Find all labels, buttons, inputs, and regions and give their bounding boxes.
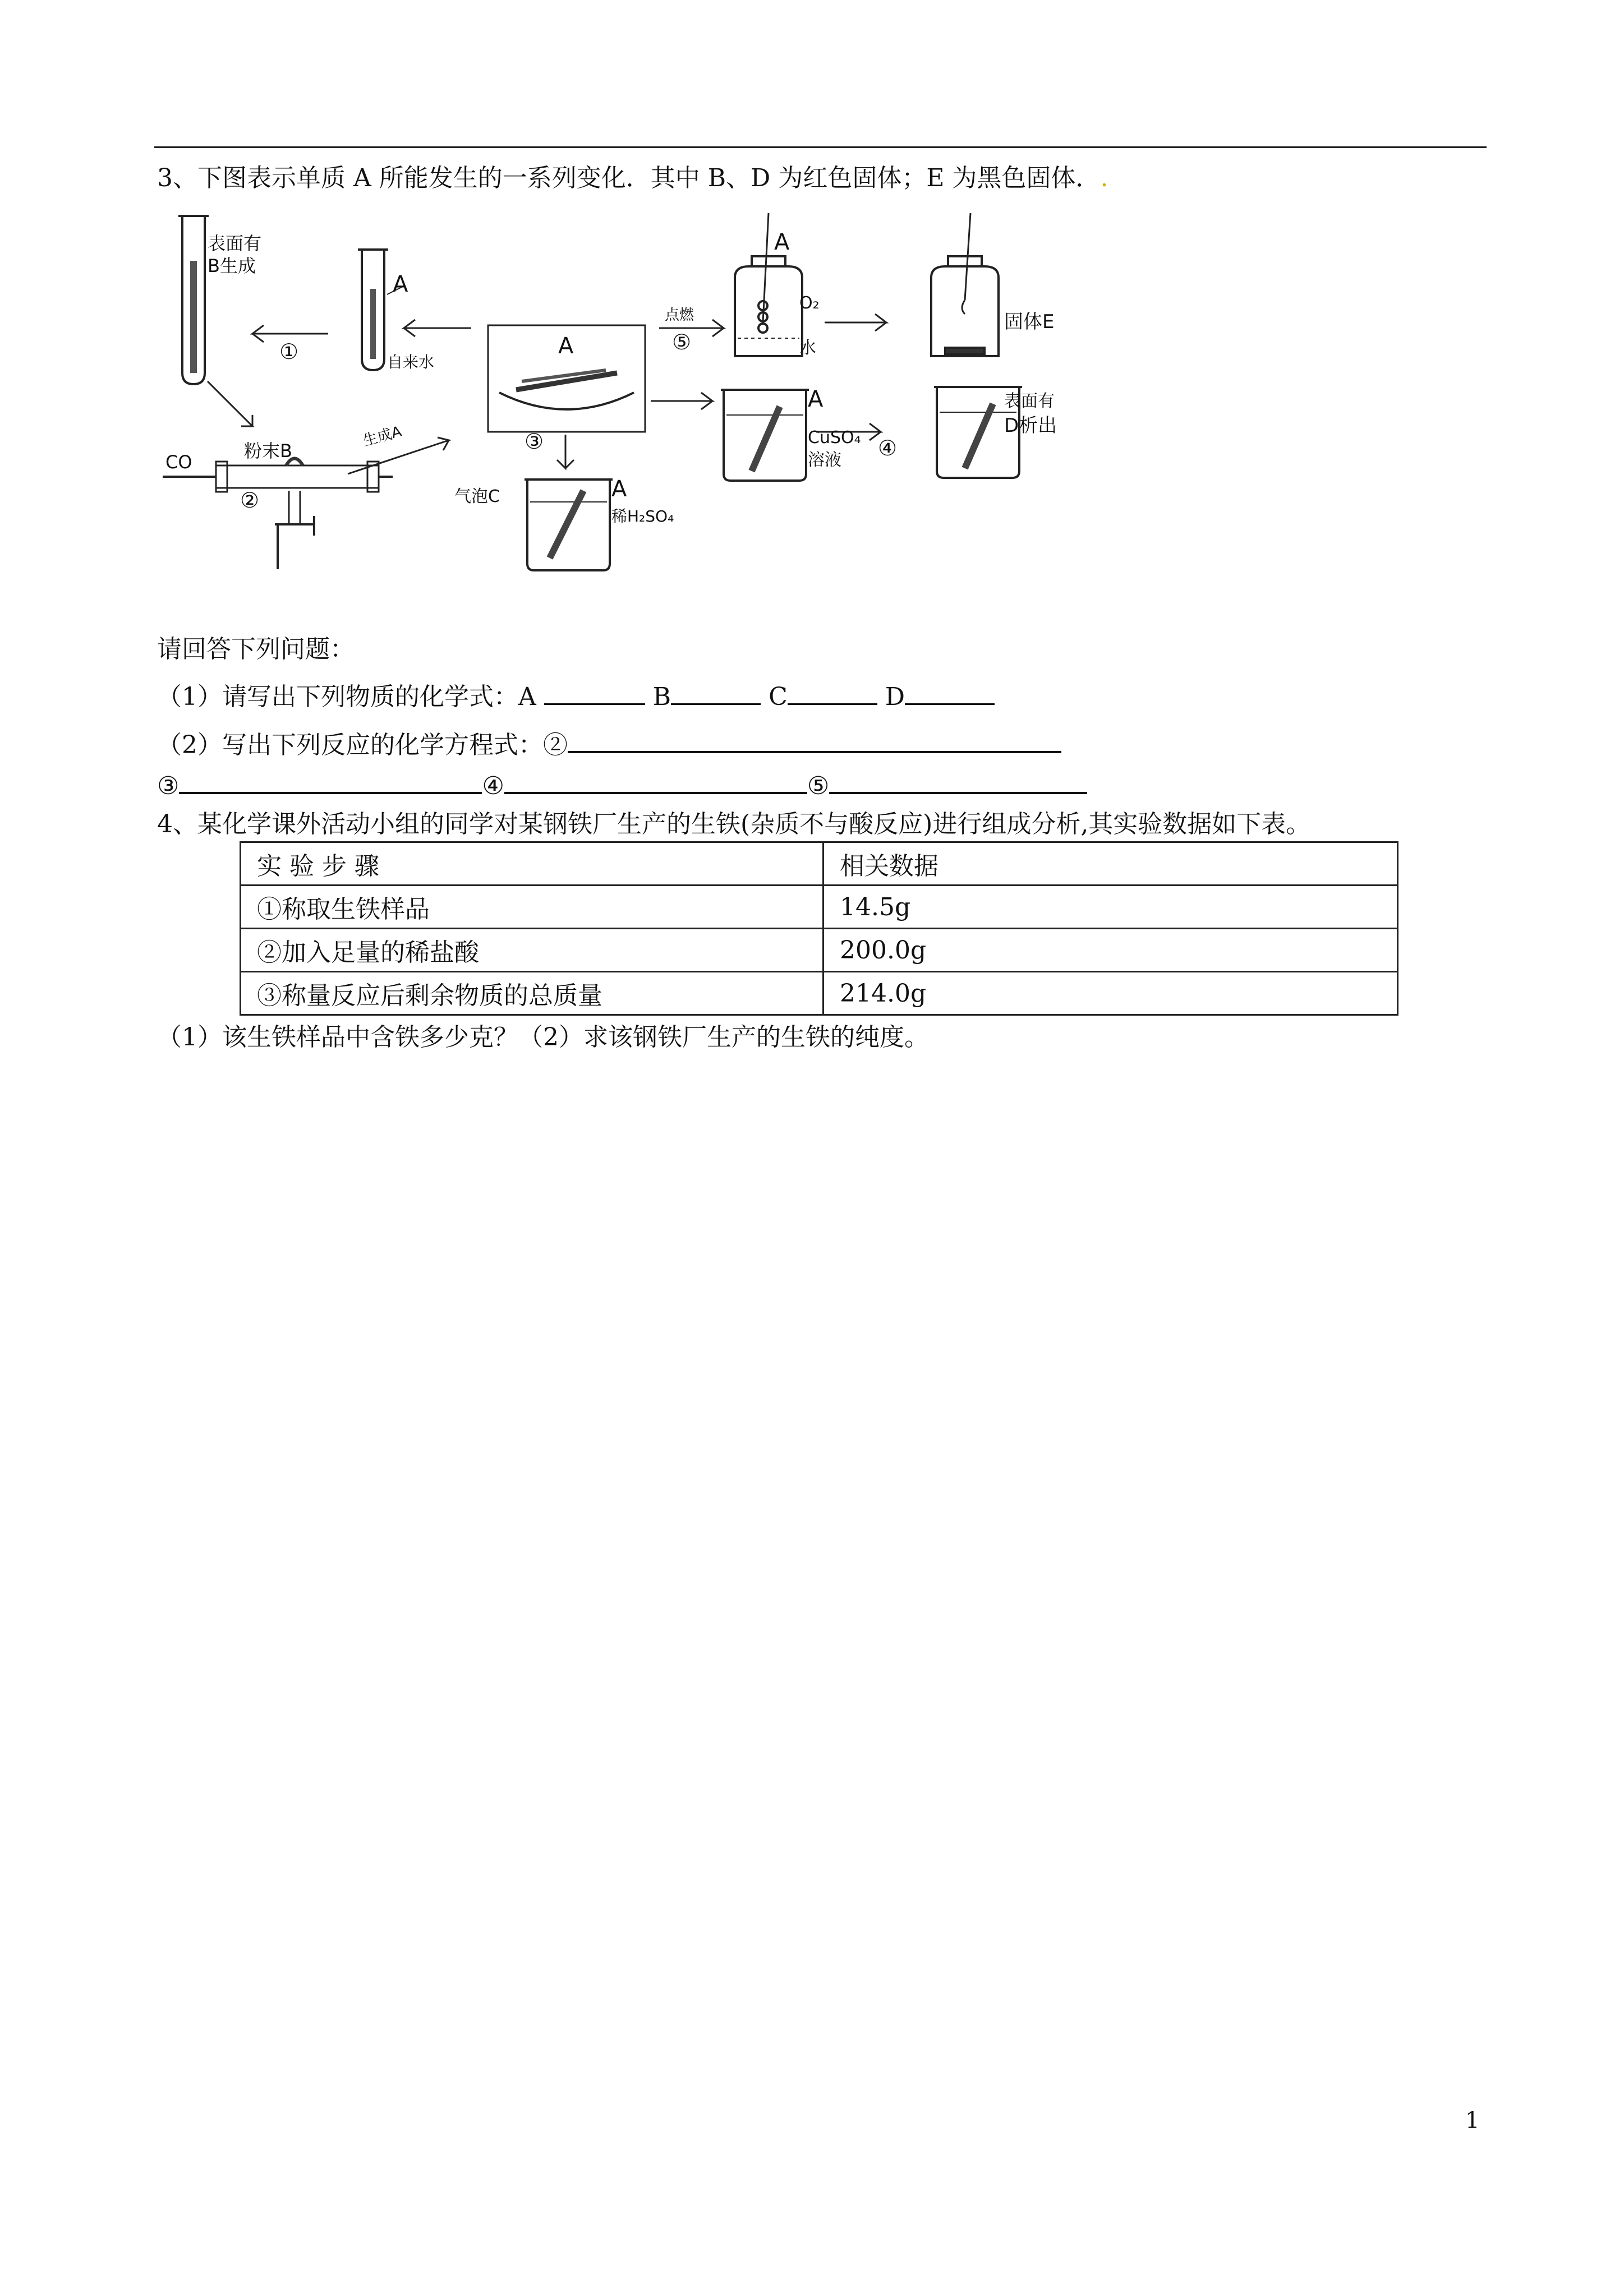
label-a-tube: A	[393, 271, 408, 297]
label-surface-b-1: 表面有	[208, 233, 262, 254]
label-dilute-h2so4: 稀H₂SO₄	[611, 507, 674, 525]
equation-2-blank[interactable]	[568, 726, 1061, 753]
step-5-marker: ⑤	[672, 330, 692, 354]
arrow-to-powder	[208, 381, 252, 426]
oxygen-jar	[735, 213, 802, 356]
q3-prompt: 请回答下列问题：	[157, 635, 355, 663]
eq-3-label: ③	[157, 772, 180, 800]
table-header-row	[241, 842, 1398, 886]
experiment-diagram	[157, 210, 1077, 580]
label-a-center: A	[558, 333, 574, 359]
table-cell-step: ②加入足量的稀盐酸	[241, 929, 823, 972]
arrow-generate-a	[348, 437, 449, 474]
label-co: CO	[165, 451, 192, 473]
q3-intro	[157, 162, 1108, 195]
acid-beaker	[525, 480, 613, 570]
label-surface-d-2: D析出	[1004, 414, 1057, 437]
label-surface-b-2: B生成	[208, 255, 256, 276]
arrow-to-e	[825, 314, 886, 331]
label-a-jar: A	[774, 229, 790, 255]
label-tap-water: 自来水	[387, 353, 435, 371]
test-tube-a	[358, 250, 404, 370]
q3-equation-line-1	[157, 726, 1061, 762]
label-ignite: 点燃	[665, 307, 694, 324]
label-a-beaker: A	[808, 386, 823, 412]
table-cell-step: ①称取生铁样品	[241, 886, 823, 929]
q3-equation-line-2	[157, 767, 1087, 803]
equation-4-blank[interactable]	[504, 767, 807, 794]
step-1-marker: ①	[279, 339, 299, 364]
q1-c-label: C	[769, 683, 788, 711]
label-powder-b: 粉末B	[244, 440, 292, 462]
table-header-data: 相关数据	[823, 842, 1398, 886]
step-4-marker: ④	[878, 436, 898, 460]
q2-prefix: （2）写出下列反应的化学方程式：②	[157, 731, 568, 759]
table-cell-value: 200.0g	[823, 929, 1398, 972]
test-tube-b	[178, 216, 209, 384]
q1-d-label: D	[885, 683, 905, 711]
step-2-marker: ②	[240, 488, 260, 513]
q3-formula-line	[157, 679, 995, 714]
label-solid-e: 固体E	[1004, 311, 1055, 333]
label-a-acid: A	[611, 476, 627, 502]
q3-intro-text: 3、下图表示单质 A 所能发生的一系列变化．其中 B、D 为红色固体；E 为黑色固体．	[157, 164, 1101, 192]
equation-5-blank[interactable]	[829, 767, 1087, 794]
answer-d-blank[interactable]	[905, 679, 995, 705]
label-generate-a: 生成A	[361, 423, 404, 450]
q4-intro: 4、某化学课外活动小组的同学对某钢铁厂生产的生铁(杂质不与酸反应)进行组成分析,其实验数据如下表。	[157, 810, 1311, 838]
label-solution: 溶液	[808, 450, 841, 470]
table-row	[241, 886, 1398, 929]
arrow-3	[557, 435, 574, 468]
table-row	[241, 972, 1398, 1015]
table-cell-value: 14.5g	[823, 886, 1398, 929]
arrow-left-center	[404, 320, 471, 336]
label-water: 水	[799, 338, 816, 358]
equation-3-blank[interactable]	[179, 767, 482, 794]
table-row	[241, 929, 1398, 972]
q1-prefix: （1）请写出下列物质的化学式：A	[157, 683, 536, 711]
q3-intro-dot: .	[1100, 164, 1108, 192]
eq-5-label: ⑤	[807, 772, 830, 800]
top-rule	[154, 146, 1487, 148]
label-bubble-c: 气泡C	[454, 487, 500, 506]
q4-questions: （1）该生铁样品中含铁多少克？（2）求该钢铁厂生产的生铁的纯度。	[157, 1023, 929, 1052]
co-reduction-apparatus	[163, 459, 393, 570]
answer-b-blank[interactable]	[671, 679, 761, 705]
table-cell-step: ③称量反应后剩余物质的总质量	[241, 972, 823, 1015]
label-o2: O₂	[799, 293, 820, 313]
page-number: 1	[1465, 2108, 1480, 2133]
answer-a-blank[interactable]	[544, 679, 645, 705]
label-surface-d-1: 表面有	[1004, 391, 1055, 411]
table-cell-value: 214.0g	[823, 972, 1398, 1015]
eq-4-label: ④	[482, 772, 504, 800]
solid-e-jar	[931, 213, 999, 356]
label-cuso4: CuSO₄	[808, 428, 861, 448]
answer-c-blank[interactable]	[788, 679, 877, 705]
arrow-to-cuso4	[651, 393, 712, 409]
experiment-data-table	[240, 841, 1398, 1016]
cuso4-beaker	[721, 390, 809, 481]
table-header-steps: 实 验 步 骤	[241, 842, 823, 886]
q1-b-label: B	[652, 683, 671, 711]
step-3-marker: ③	[525, 429, 544, 454]
